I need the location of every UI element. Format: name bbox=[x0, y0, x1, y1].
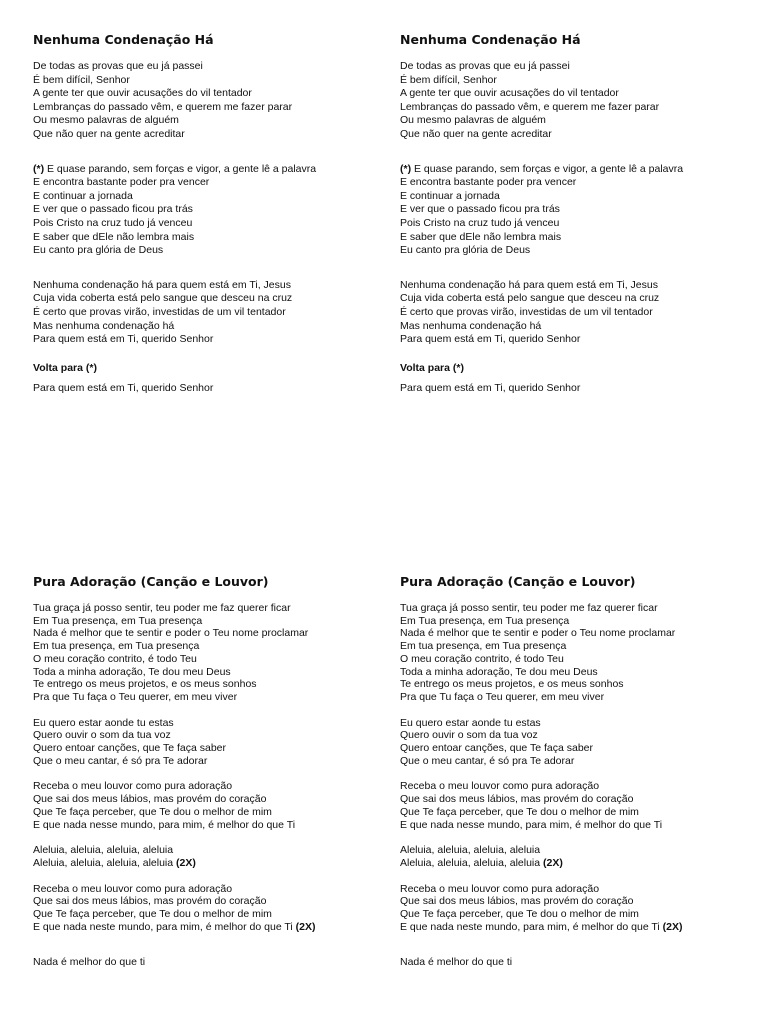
lyric-line: É bem difícil, Senhor bbox=[400, 73, 497, 86]
song-nenhuma-condenacao-left bbox=[33, 31, 383, 396]
lyric-line: Mas nenhuma condenação há bbox=[33, 319, 175, 332]
lyric-line: E encontra bastante poder pra vencer bbox=[33, 176, 210, 189]
lyric-line: Em tua presença, em Tua presença bbox=[33, 640, 200, 653]
lyric-line: Ou mesmo palavras de alguém bbox=[400, 114, 546, 127]
lyric-text: E quase parando, sem forças e vigor, a gente lê a palavra bbox=[414, 162, 684, 175]
lyric-line: Pra que Tu faça o Teu querer, em meu viver bbox=[33, 690, 238, 703]
lyric-line: E que nada nesse mundo, para mim, é melhor do que Ti bbox=[33, 818, 296, 831]
lyric-line: E ver que o passado ficou pra trás bbox=[33, 203, 193, 216]
song-pura-adoracao-right bbox=[400, 573, 750, 969]
lyric-line: Que o meu cantar, é só pra Te adorar bbox=[33, 754, 208, 767]
lyric-line: Que o meu cantar, é só pra Te adorar bbox=[400, 754, 575, 767]
lyric-line: Eu quero estar aonde tu estas bbox=[400, 716, 541, 729]
lyric-line: Cuja vida coberta está pelo sangue que desceu na cruz bbox=[33, 292, 293, 305]
stanza bbox=[400, 602, 750, 704]
song-title: Nenhuma Condenação Há bbox=[33, 32, 214, 47]
lyric-line: É certo que provas virão, investidas de um vil tentador bbox=[400, 305, 653, 318]
lyric-line: Quero entoar canções, que Te faça saber bbox=[33, 742, 227, 755]
stanza bbox=[400, 279, 750, 347]
lyric-line: Aleluia, aleluia, aleluia, aleluia bbox=[400, 844, 541, 857]
lyric-line: Eu quero estar aonde tu estas bbox=[33, 716, 174, 729]
lyric-line: Nada é melhor que te sentir e poder o Teu nome proclamar bbox=[33, 627, 309, 640]
lyric-line: Para quem está em Ti, querido Senhor bbox=[400, 333, 581, 346]
chorus-marker: (*) bbox=[400, 162, 412, 175]
chorus-marker: (*) bbox=[33, 162, 45, 175]
lyric-line: O meu coração contrito, é todo Teu bbox=[400, 652, 564, 665]
stanza bbox=[33, 717, 383, 768]
lyric-line: O meu coração contrito, é todo Teu bbox=[33, 652, 197, 665]
lyric-line: Para quem está em Ti, querido Senhor bbox=[33, 382, 214, 395]
lyric-line: E saber que dEle não lembra mais bbox=[33, 230, 195, 243]
lyric-line bbox=[33, 163, 383, 177]
lyric-line: E ver que o passado ficou pra trás bbox=[400, 203, 560, 216]
stanza bbox=[33, 844, 383, 869]
lyric-line: Que Te faça perceber, que Te dou o melhor de mim bbox=[400, 908, 639, 921]
repeat-marker: (2X) bbox=[543, 856, 563, 869]
lyric-text: E que nada neste mundo, para mim, é melhor do que Ti bbox=[400, 920, 660, 933]
lyric-line: Tua graça já posso sentir, teu poder me faz querer ficar bbox=[400, 602, 658, 614]
lyric-line: Pois Cristo na cruz tudo já venceu bbox=[33, 216, 193, 229]
lyric-line: Aleluia, aleluia, aleluia, aleluia bbox=[33, 844, 174, 857]
lyric-line: Cuja vida coberta está pelo sangue que desceu na cruz bbox=[400, 292, 660, 305]
lyric-line: Que sai dos meus lábios, mas provém do coração bbox=[33, 793, 267, 806]
lyric-line: Para quem está em Ti, querido Senhor bbox=[33, 333, 214, 346]
lyric-line: A gente ter que ouvir acusações do vil tentador bbox=[400, 87, 619, 100]
lyric-line: Que sai dos meus lábios, mas provém do coração bbox=[400, 895, 634, 908]
lyric-line bbox=[33, 857, 383, 870]
lyric-line: Que Te faça perceber, que Te dou o melhor de mim bbox=[33, 908, 272, 921]
lyric-line: Lembranças do passado vêm, e querem me fazer parar bbox=[400, 100, 660, 113]
lyric-line: E saber que dEle não lembra mais bbox=[400, 230, 562, 243]
lyric-text: E quase parando, sem forças e vigor, a gente lê a palavra bbox=[47, 162, 317, 175]
lyric-text: E que nada neste mundo, para mim, é melhor do que Ti bbox=[33, 920, 293, 933]
lyric-line: Pra que Tu faça o Teu querer, em meu viver bbox=[400, 690, 605, 703]
lyric-line: É certo que provas virão, investidas de um vil tentador bbox=[33, 305, 286, 318]
stanza bbox=[400, 883, 750, 934]
lyric-line: E continuar a jornada bbox=[400, 189, 500, 202]
lyric-line bbox=[400, 163, 750, 177]
song-nenhuma-condenacao-right bbox=[400, 31, 750, 396]
lyric-line: Toda a minha adoração, Te dou meu Deus bbox=[33, 665, 231, 678]
lyric-line: Nada é melhor do que ti bbox=[33, 956, 146, 969]
lyric-line: Toda a minha adoração, Te dou meu Deus bbox=[400, 665, 598, 678]
lyric-line: Em Tua presença, em Tua presença bbox=[33, 614, 203, 627]
lyric-line: E que nada nesse mundo, para mim, é melhor do que Ti bbox=[400, 818, 663, 831]
lyric-line: E encontra bastante poder pra vencer bbox=[400, 176, 577, 189]
lyric-line: Receba o meu louvor como pura adoração bbox=[33, 882, 233, 895]
lyric-line: Quero ouvir o som da tua voz bbox=[33, 729, 171, 742]
lyric-line: Que sai dos meus lábios, mas provém do coração bbox=[400, 793, 634, 806]
lyric-line: Que Te faça perceber, que Te dou o melhor de mim bbox=[33, 805, 272, 818]
song-title: Nenhuma Condenação Há bbox=[400, 32, 581, 47]
lyric-line: Nenhuma condenação há para quem está em Ti, Jesus bbox=[33, 278, 291, 291]
lyric-line: Te entrego os meus projetos, e os meus sonhos bbox=[400, 678, 624, 691]
stanza bbox=[33, 279, 383, 347]
volta-instruction: Volta para (*) bbox=[400, 361, 464, 374]
stanza bbox=[400, 60, 750, 142]
repeat-marker: (2X) bbox=[295, 920, 316, 933]
song-title: Pura Adoração (Canção e Louvor) bbox=[400, 574, 636, 589]
lyric-line: Mas nenhuma condenação há bbox=[400, 319, 542, 332]
lyric-line: Pois Cristo na cruz tudo já venceu bbox=[400, 216, 560, 229]
lyric-line: Te entrego os meus projetos, e os meus sonhos bbox=[33, 678, 257, 691]
lyric-line bbox=[33, 921, 383, 934]
lyric-line: De todas as provas que eu já passei bbox=[400, 60, 570, 72]
lyric-line: Receba o meu louvor como pura adoração bbox=[400, 882, 600, 895]
lyric-line: Para quem está em Ti, querido Senhor bbox=[400, 382, 581, 395]
stanza bbox=[33, 163, 383, 258]
stanza bbox=[33, 883, 383, 934]
stanza bbox=[33, 60, 383, 142]
lyric-line: Em tua presença, em Tua presença bbox=[400, 640, 567, 653]
lyric-line: E continuar a jornada bbox=[33, 189, 133, 202]
stanza bbox=[33, 780, 383, 831]
lyric-line: Tua graça já posso sentir, teu poder me faz querer ficar bbox=[33, 602, 291, 614]
lyric-line bbox=[400, 857, 750, 870]
lyric-line: Que não quer na gente acreditar bbox=[33, 127, 185, 140]
lyric-line: Quero entoar canções, que Te faça saber bbox=[400, 742, 594, 755]
stanza bbox=[400, 844, 750, 869]
lyric-line: Nenhuma condenação há para quem está em Ti, Jesus bbox=[400, 278, 658, 291]
stanza bbox=[400, 717, 750, 768]
lyric-line: Que Te faça perceber, que Te dou o melhor de mim bbox=[400, 805, 639, 818]
song-pura-adoracao-left bbox=[33, 573, 383, 969]
lyric-line: Lembranças do passado vêm, e querem me fazer parar bbox=[33, 100, 293, 113]
lyric-text: Aleluia, aleluia, aleluia, aleluia bbox=[33, 856, 174, 869]
repeat-marker: (2X) bbox=[662, 920, 683, 933]
lyric-line: Que sai dos meus lábios, mas provém do coração bbox=[33, 895, 267, 908]
lyric-line: Eu canto pra glória de Deus bbox=[400, 244, 531, 257]
lyric-line: Que não quer na gente acreditar bbox=[400, 127, 552, 140]
song-title: Pura Adoração (Canção e Louvor) bbox=[33, 574, 269, 589]
lyric-line bbox=[400, 921, 750, 934]
repeat-marker: (2X) bbox=[176, 856, 196, 869]
lyric-text: Aleluia, aleluia, aleluia, aleluia bbox=[400, 856, 541, 869]
volta-instruction: Volta para (*) bbox=[33, 361, 97, 374]
lyric-line: De todas as provas que eu já passei bbox=[33, 60, 203, 72]
lyric-line: Ou mesmo palavras de alguém bbox=[33, 114, 179, 127]
lyric-line: Receba o meu louvor como pura adoração bbox=[400, 780, 600, 793]
lyric-line: Nada é melhor do que ti bbox=[400, 956, 513, 969]
lyric-line: É bem difícil, Senhor bbox=[33, 73, 130, 86]
lyric-line: Nada é melhor que te sentir e poder o Teu nome proclamar bbox=[400, 627, 676, 640]
stanza bbox=[400, 163, 750, 258]
lyric-line: Receba o meu louvor como pura adoração bbox=[33, 780, 233, 793]
lyric-line: Em Tua presença, em Tua presença bbox=[400, 614, 570, 627]
lyric-line: Quero ouvir o som da tua voz bbox=[400, 729, 538, 742]
lyric-line: A gente ter que ouvir acusações do vil tentador bbox=[33, 87, 252, 100]
stanza bbox=[33, 602, 383, 704]
lyric-line: Eu canto pra glória de Deus bbox=[33, 244, 164, 257]
stanza bbox=[400, 780, 750, 831]
